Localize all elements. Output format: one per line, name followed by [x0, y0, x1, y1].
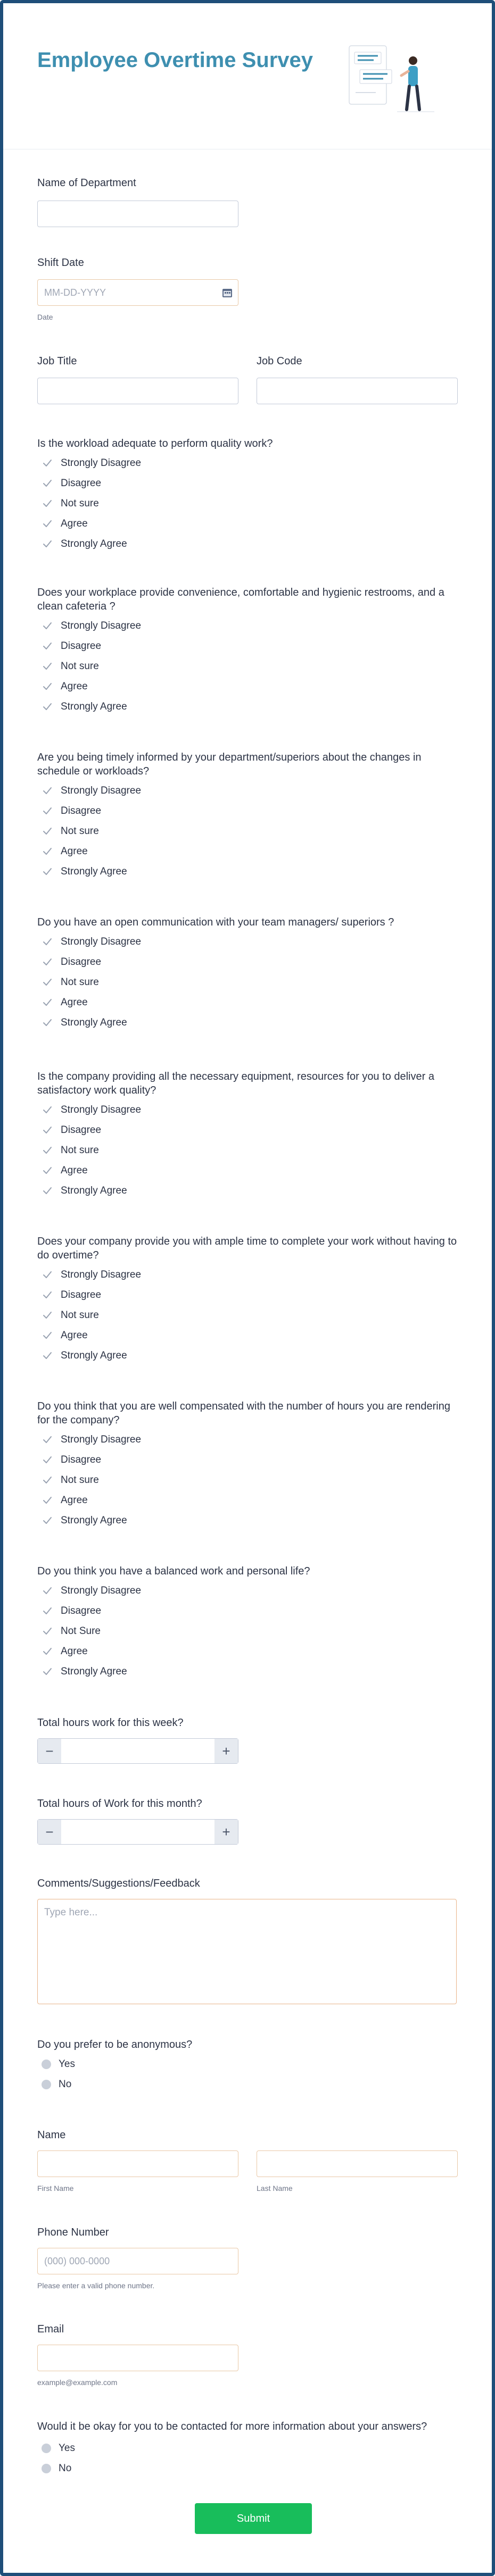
department-label: Name of Department: [37, 177, 136, 189]
question-5: [37, 1070, 463, 1196]
question-label: Is the workload adequate to perform quality work?: [37, 438, 273, 449]
checkmark-icon[interactable]: [42, 640, 53, 652]
option-label: Agree: [61, 997, 88, 1008]
option-label: Strongly Disagree: [61, 1104, 142, 1115]
option-agree[interactable]: [42, 1329, 88, 1342]
comments-section: [37, 1877, 463, 1918]
checkmark-icon[interactable]: [42, 1145, 53, 1156]
option-label: Strongly Agree: [61, 1515, 127, 1526]
option-not-sure[interactable]: [42, 1144, 99, 1157]
comments-placeholder: Type here...: [44, 1907, 98, 1918]
checkmark-icon[interactable]: [42, 1495, 53, 1506]
checkmark-icon[interactable]: [42, 1017, 53, 1029]
option-strongly-disagree[interactable]: [42, 1104, 141, 1116]
anonymous-label: Do you prefer to be anonymous?: [37, 2039, 193, 2050]
radio-icon[interactable]: [42, 2080, 51, 2089]
option-label: Strongly Disagree: [61, 936, 142, 947]
checkmark-icon[interactable]: [42, 1104, 53, 1116]
option-disagree[interactable]: [42, 805, 101, 818]
radio-icon[interactable]: [42, 2444, 51, 2453]
contact-label: Would it be okay for you to be contacted for more information about your answers?: [37, 2421, 427, 2432]
phone-input[interactable]: [37, 2248, 238, 2274]
shift-date-placeholder: MM-DD-YYYY: [44, 287, 106, 298]
option-not-sure[interactable]: [42, 825, 99, 838]
checkmark-icon[interactable]: [42, 1165, 53, 1177]
option-label: Strongly Disagree: [61, 785, 142, 796]
question-label: Do you think that you are well compensated with the number of hours you are rendering for the company?: [37, 1400, 450, 1426]
option-strongly-disagree[interactable]: [42, 457, 141, 470]
option-label: Not sure: [61, 661, 99, 672]
option-label: Agree: [61, 681, 88, 692]
option-label: Not sure: [61, 1310, 99, 1321]
checkmark-icon[interactable]: [42, 1185, 53, 1197]
last-name-sublabel: Last Name: [257, 2184, 293, 2192]
option-label: Agree: [61, 1330, 88, 1341]
radio-icon[interactable]: [42, 2060, 51, 2069]
option-strongly-disagree[interactable]: [42, 936, 141, 948]
question-label: Do you have an open communication with your team managers/ superiors ?: [37, 916, 394, 928]
option-label: Strongly Disagree: [61, 620, 142, 631]
question-1: [37, 437, 463, 549]
email-section: [37, 2322, 463, 2387]
checkmark-icon[interactable]: [42, 805, 53, 817]
checkmark-icon[interactable]: [42, 1350, 53, 1362]
option-disagree[interactable]: [42, 1454, 101, 1466]
checkmark-icon[interactable]: [42, 1289, 53, 1301]
checkmark-icon[interactable]: [42, 1646, 53, 1657]
first-name-sublabel: First Name: [37, 2184, 74, 2192]
checkmark-icon[interactable]: [42, 956, 53, 968]
checkmark-icon[interactable]: [42, 701, 53, 713]
option-label: Strongly Agree: [61, 1350, 127, 1361]
checkmark-icon[interactable]: [42, 977, 53, 988]
hours-week-increment-button[interactable]: +: [214, 1739, 238, 1763]
option-not-sure[interactable]: [42, 497, 99, 510]
name-section: [37, 2128, 463, 2192]
radio-icon[interactable]: [42, 2464, 51, 2473]
question-label: Do you think you have a balanced work and personal life?: [37, 1565, 310, 1577]
option-agree[interactable]: [42, 845, 88, 858]
question-7: [37, 1399, 463, 1526]
calendar-icon[interactable]: [222, 287, 233, 298]
shift-date-input[interactable]: [37, 279, 238, 306]
submit-button[interactable]: Submit: [195, 2503, 312, 2534]
option-strongly-agree[interactable]: [42, 538, 127, 551]
hours-week-label: Total hours work for this week?: [37, 1717, 184, 1729]
checkmark-icon[interactable]: [42, 1515, 53, 1527]
checkmark-icon[interactable]: [42, 1434, 53, 1446]
shift-date-sublabel: Date: [37, 313, 53, 321]
job-title-label: Job Title: [37, 355, 77, 367]
anonymous-option-yes[interactable]: [42, 2058, 75, 2071]
checkmark-icon[interactable]: [42, 620, 53, 632]
option-label: Not sure: [61, 826, 99, 837]
option-disagree[interactable]: [42, 477, 101, 490]
option-label: Not sure: [61, 1145, 99, 1156]
checkmark-icon[interactable]: [42, 1124, 53, 1136]
option-label: Disagree: [61, 956, 102, 968]
checkmark-icon[interactable]: [42, 1474, 53, 1486]
option-strongly-agree[interactable]: [42, 1016, 127, 1029]
question-label: Does your company provide you with ample time to complete your work without having to do overtime?: [37, 1236, 457, 1261]
option-not-sure[interactable]: [42, 1625, 101, 1638]
checkmark-icon[interactable]: [42, 1585, 53, 1597]
option-label: Strongly Disagree: [61, 1585, 142, 1596]
job-code-input[interactable]: [257, 378, 458, 404]
option-disagree[interactable]: [42, 956, 101, 969]
contact-section: [37, 2420, 463, 2474]
email-label: Email: [37, 2323, 64, 2335]
option-label: Agree: [61, 1495, 88, 1506]
option-label: Strongly Disagree: [61, 1269, 142, 1280]
option-not-sure[interactable]: [42, 976, 99, 989]
department-input[interactable]: [37, 201, 238, 227]
option-agree[interactable]: [42, 518, 88, 530]
first-name-input[interactable]: [37, 2150, 238, 2177]
option-label: Agree: [61, 1165, 88, 1176]
option-label: Agree: [61, 846, 88, 857]
question-2: [37, 586, 463, 712]
hours-week-input[interactable]: [61, 1739, 214, 1763]
question-4: [37, 915, 463, 1028]
option-label: Disagree: [61, 1605, 102, 1616]
checkmark-icon[interactable]: [42, 936, 53, 948]
checkmark-icon[interactable]: [42, 1330, 53, 1341]
option-label: Not sure: [61, 977, 99, 988]
checkmark-icon[interactable]: [42, 498, 53, 510]
option-not-sure[interactable]: [42, 1309, 99, 1322]
hours-week-decrement-button[interactable]: −: [38, 1739, 61, 1763]
option-strongly-disagree[interactable]: [42, 1269, 141, 1281]
question-8: [37, 1564, 463, 1677]
question-6: [37, 1235, 463, 1361]
hours-week-stepper[interactable]: [37, 1738, 238, 1764]
hours-month-input[interactable]: [61, 1820, 214, 1844]
option-label: Disagree: [61, 1124, 102, 1136]
option-strongly-disagree[interactable]: [42, 785, 141, 797]
option-agree[interactable]: [42, 996, 88, 1009]
option-label: Disagree: [61, 640, 102, 652]
contact-option-label: Yes: [59, 2442, 75, 2454]
job-code-label: Job Code: [257, 355, 302, 367]
option-label: Strongly Agree: [61, 538, 127, 549]
option-strongly-agree[interactable]: [42, 865, 127, 878]
option-label: Not sure: [61, 1474, 99, 1486]
anonymous-option-no[interactable]: [42, 2078, 71, 2091]
question-label: Does your workplace provide convenience, comfortable and hygienic restrooms, and a clean cafeteria ?: [37, 587, 444, 612]
hours-week-section: [37, 1716, 463, 1759]
checkmark-icon[interactable]: [42, 538, 53, 550]
checkmark-icon[interactable]: [42, 997, 53, 1008]
anonymous-option-label: No: [59, 2079, 72, 2090]
option-strongly-disagree[interactable]: [42, 1585, 141, 1597]
form-header: [3, 3, 492, 149]
option-agree[interactable]: [42, 1494, 88, 1507]
checkmark-icon[interactable]: [42, 661, 53, 672]
hours-month-section: [37, 1797, 463, 1840]
option-strongly-agree[interactable]: [42, 1665, 127, 1678]
phone-placeholder: (000) 000-0000: [44, 2256, 110, 2266]
option-label: Disagree: [61, 478, 102, 489]
form-title: Employee Overtime Survey: [37, 48, 314, 72]
question-label: Are you being timely informed by your department/superiors about the changes in schedule or workloads?: [37, 752, 422, 777]
option-strongly-agree[interactable]: [42, 1185, 127, 1197]
option-label: Agree: [61, 1646, 88, 1657]
shift-date-section: [37, 256, 463, 321]
checkmark-icon[interactable]: [42, 1454, 53, 1466]
question-3: [37, 751, 463, 877]
department-section: [37, 176, 463, 190]
option-label: Disagree: [61, 805, 102, 816]
option-label: Disagree: [61, 1454, 102, 1465]
checkmark-icon[interactable]: [42, 1269, 53, 1281]
contact-option-yes[interactable]: [42, 2442, 75, 2455]
checkmark-icon[interactable]: [42, 1310, 53, 1321]
checkmark-icon[interactable]: [42, 1625, 53, 1637]
contact-option-no[interactable]: [42, 2462, 71, 2475]
checkmark-icon[interactable]: [42, 866, 53, 878]
option-agree[interactable]: [42, 680, 88, 693]
option-agree[interactable]: [42, 1164, 88, 1177]
hours-month-decrement-button[interactable]: −: [38, 1820, 61, 1844]
hours-month-stepper[interactable]: [37, 1819, 238, 1845]
anonymous-section: [37, 2038, 463, 2090]
option-disagree[interactable]: [42, 1289, 101, 1302]
option-strongly-disagree[interactable]: [42, 1433, 141, 1446]
phone-section: [37, 2225, 463, 2290]
phone-label: Phone Number: [37, 2227, 109, 2238]
anonymous-option-label: Yes: [59, 2058, 75, 2070]
checkmark-icon[interactable]: [42, 457, 53, 469]
option-label: Not Sure: [61, 1625, 101, 1637]
option-label: Strongly Agree: [61, 1017, 127, 1028]
option-label: Strongly Disagree: [61, 457, 142, 469]
comments-textarea[interactable]: [37, 1899, 457, 2004]
email-input[interactable]: [37, 2345, 238, 2371]
checkmark-icon[interactable]: [42, 1666, 53, 1678]
option-label: Agree: [61, 518, 88, 529]
option-label: Strongly Agree: [61, 866, 127, 877]
option-not-sure[interactable]: [42, 660, 99, 673]
option-label: Disagree: [61, 1289, 102, 1300]
hours-month-increment-button[interactable]: +: [214, 1820, 238, 1844]
name-label: Name: [37, 2129, 66, 2141]
option-label: Not sure: [61, 498, 99, 509]
checkmark-icon[interactable]: [42, 1605, 53, 1617]
option-disagree[interactable]: [42, 640, 101, 653]
survey-illustration-icon: [339, 40, 445, 120]
option-label: Strongly Disagree: [61, 1434, 142, 1445]
last-name-input[interactable]: [257, 2150, 458, 2177]
option-disagree[interactable]: [42, 1124, 101, 1137]
comments-label: Comments/Suggestions/Feedback: [37, 1878, 200, 1889]
checkmark-icon[interactable]: [42, 846, 53, 857]
option-strongly-disagree[interactable]: [42, 620, 141, 632]
option-not-sure[interactable]: [42, 1474, 99, 1487]
option-strongly-agree[interactable]: [42, 1349, 127, 1362]
option-label: Strongly Agree: [61, 1666, 127, 1677]
option-label: Strongly Agree: [61, 701, 127, 712]
phone-sublabel: Please enter a valid phone number.: [37, 2281, 155, 2290]
option-strongly-agree[interactable]: [42, 1514, 127, 1527]
option-strongly-agree[interactable]: [42, 701, 127, 713]
shift-date-label: Shift Date: [37, 257, 84, 269]
checkmark-icon[interactable]: [42, 478, 53, 489]
question-label: Is the company providing all the necessary equipment, resources for you to deliver a satisfactory work quality?: [37, 1071, 434, 1096]
option-disagree[interactable]: [42, 1605, 101, 1618]
checkmark-icon[interactable]: [42, 826, 53, 837]
job-title-input[interactable]: [37, 378, 238, 404]
checkmark-icon[interactable]: [42, 518, 53, 530]
checkmark-icon[interactable]: [42, 681, 53, 693]
contact-option-label: No: [59, 2463, 72, 2474]
option-agree[interactable]: [42, 1645, 88, 1658]
email-sublabel: example@example.com: [37, 2378, 118, 2387]
checkmark-icon[interactable]: [42, 785, 53, 797]
option-label: Strongly Agree: [61, 1185, 127, 1196]
hours-month-label: Total hours of Work for this month?: [37, 1798, 202, 1810]
